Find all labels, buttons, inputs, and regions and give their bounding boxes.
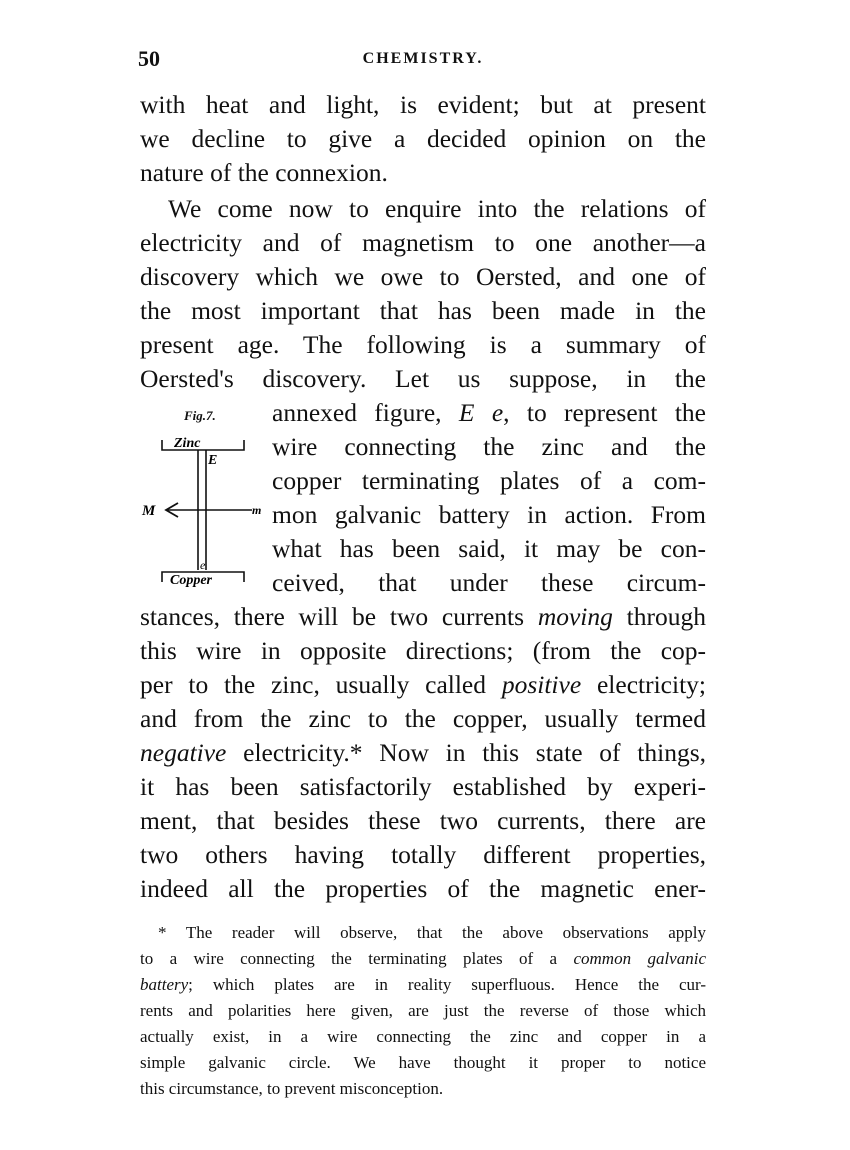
text-line: what has been said, it may be con- [272, 534, 706, 563]
letter-m-right: m [252, 503, 262, 517]
text-line: it has been satisfactorily established by experi- [140, 772, 706, 801]
figure-reference: E e [458, 398, 504, 427]
page-number: 50 [138, 46, 160, 71]
text-line: the most important that has been made in the [140, 296, 706, 325]
text-line: ceived, that under these circum- [272, 568, 706, 597]
figure-diagram [140, 404, 268, 594]
text-line [272, 396, 706, 430]
letter-m-left: M [142, 503, 156, 519]
figure-label: Fig.7. [184, 408, 216, 423]
paragraph-start: We come now to enquire into the relations of [168, 194, 706, 223]
text-line: ment, that besides these two currents, there are [140, 806, 706, 835]
italic-word: negative [140, 738, 227, 767]
footnote-line [140, 972, 706, 998]
text-line: nature of the connexion. [140, 158, 388, 187]
figure-7 [140, 404, 268, 594]
text-line: this wire in opposite directions; (from the cop- [140, 636, 706, 665]
text-line: we decline to give a decided opinion on the [140, 124, 706, 153]
text-span: through [612, 602, 707, 631]
text-line: Oersted's discovery. Let us suppose, in the [140, 364, 706, 393]
text-span: to a wire connecting the terminating plates of a [140, 949, 574, 968]
text-span: per to the zinc, usually called [140, 670, 502, 699]
copper-label: Copper [170, 573, 212, 588]
text-span: , to represent the [503, 398, 706, 427]
text-line: two others having totally different properties, [140, 840, 706, 869]
running-head: CHEMISTRY. [362, 50, 484, 67]
footnote-line: * The reader will observe, that the above observations apply [158, 923, 706, 942]
footnote-line: actually exist, in a wire connecting the zinc and copper in a [140, 1027, 706, 1046]
text-span: ; which plates are in reality superfluous. Hence the cur- [188, 975, 706, 994]
zinc-label: Zinc [174, 436, 201, 451]
footnote-line: this circumstance, to prevent misconception. [140, 1079, 444, 1098]
text-line [140, 600, 706, 634]
text-line: electricity and of magnetism to one another—a [140, 228, 706, 257]
text-line [140, 668, 706, 702]
letter-lower-e: e [200, 558, 206, 572]
text-line: and from the zinc to the copper, usually termed [140, 704, 706, 733]
footnote-line: rents and polarities here given, are just the reverse of those which [140, 1001, 706, 1020]
italic-word: moving [537, 602, 613, 631]
letter-upper-e: E [208, 453, 218, 468]
page-header [138, 46, 708, 76]
text-span: electricity; [581, 670, 706, 699]
italic-word: positive [501, 670, 582, 699]
footnote-line: simple galvanic circle. We have thought it proper to notice [140, 1053, 706, 1072]
text-line [140, 736, 706, 770]
italic-word: battery [140, 975, 189, 994]
text-line: copper terminating plates of a com- [272, 466, 706, 495]
text-line: present age. The following is a summary of [140, 330, 706, 359]
text-span: electricity.* Now in this state of things, [226, 738, 706, 767]
text-line: discovery which we owe to Oersted, and one of [140, 262, 706, 291]
text-line: indeed all the properties of the magnetic ener- [140, 874, 706, 903]
text-line: with heat and light, is evident; but at present [140, 90, 706, 119]
text-span: stances, there will be two currents [140, 602, 538, 631]
text-line: mon galvanic battery in action. From [272, 500, 706, 529]
italic-phrase: common galvanic [573, 949, 707, 968]
text-line: wire connecting the zinc and the [272, 432, 706, 461]
text-span: annexed figure, [272, 398, 459, 427]
footnote-line [140, 946, 706, 972]
